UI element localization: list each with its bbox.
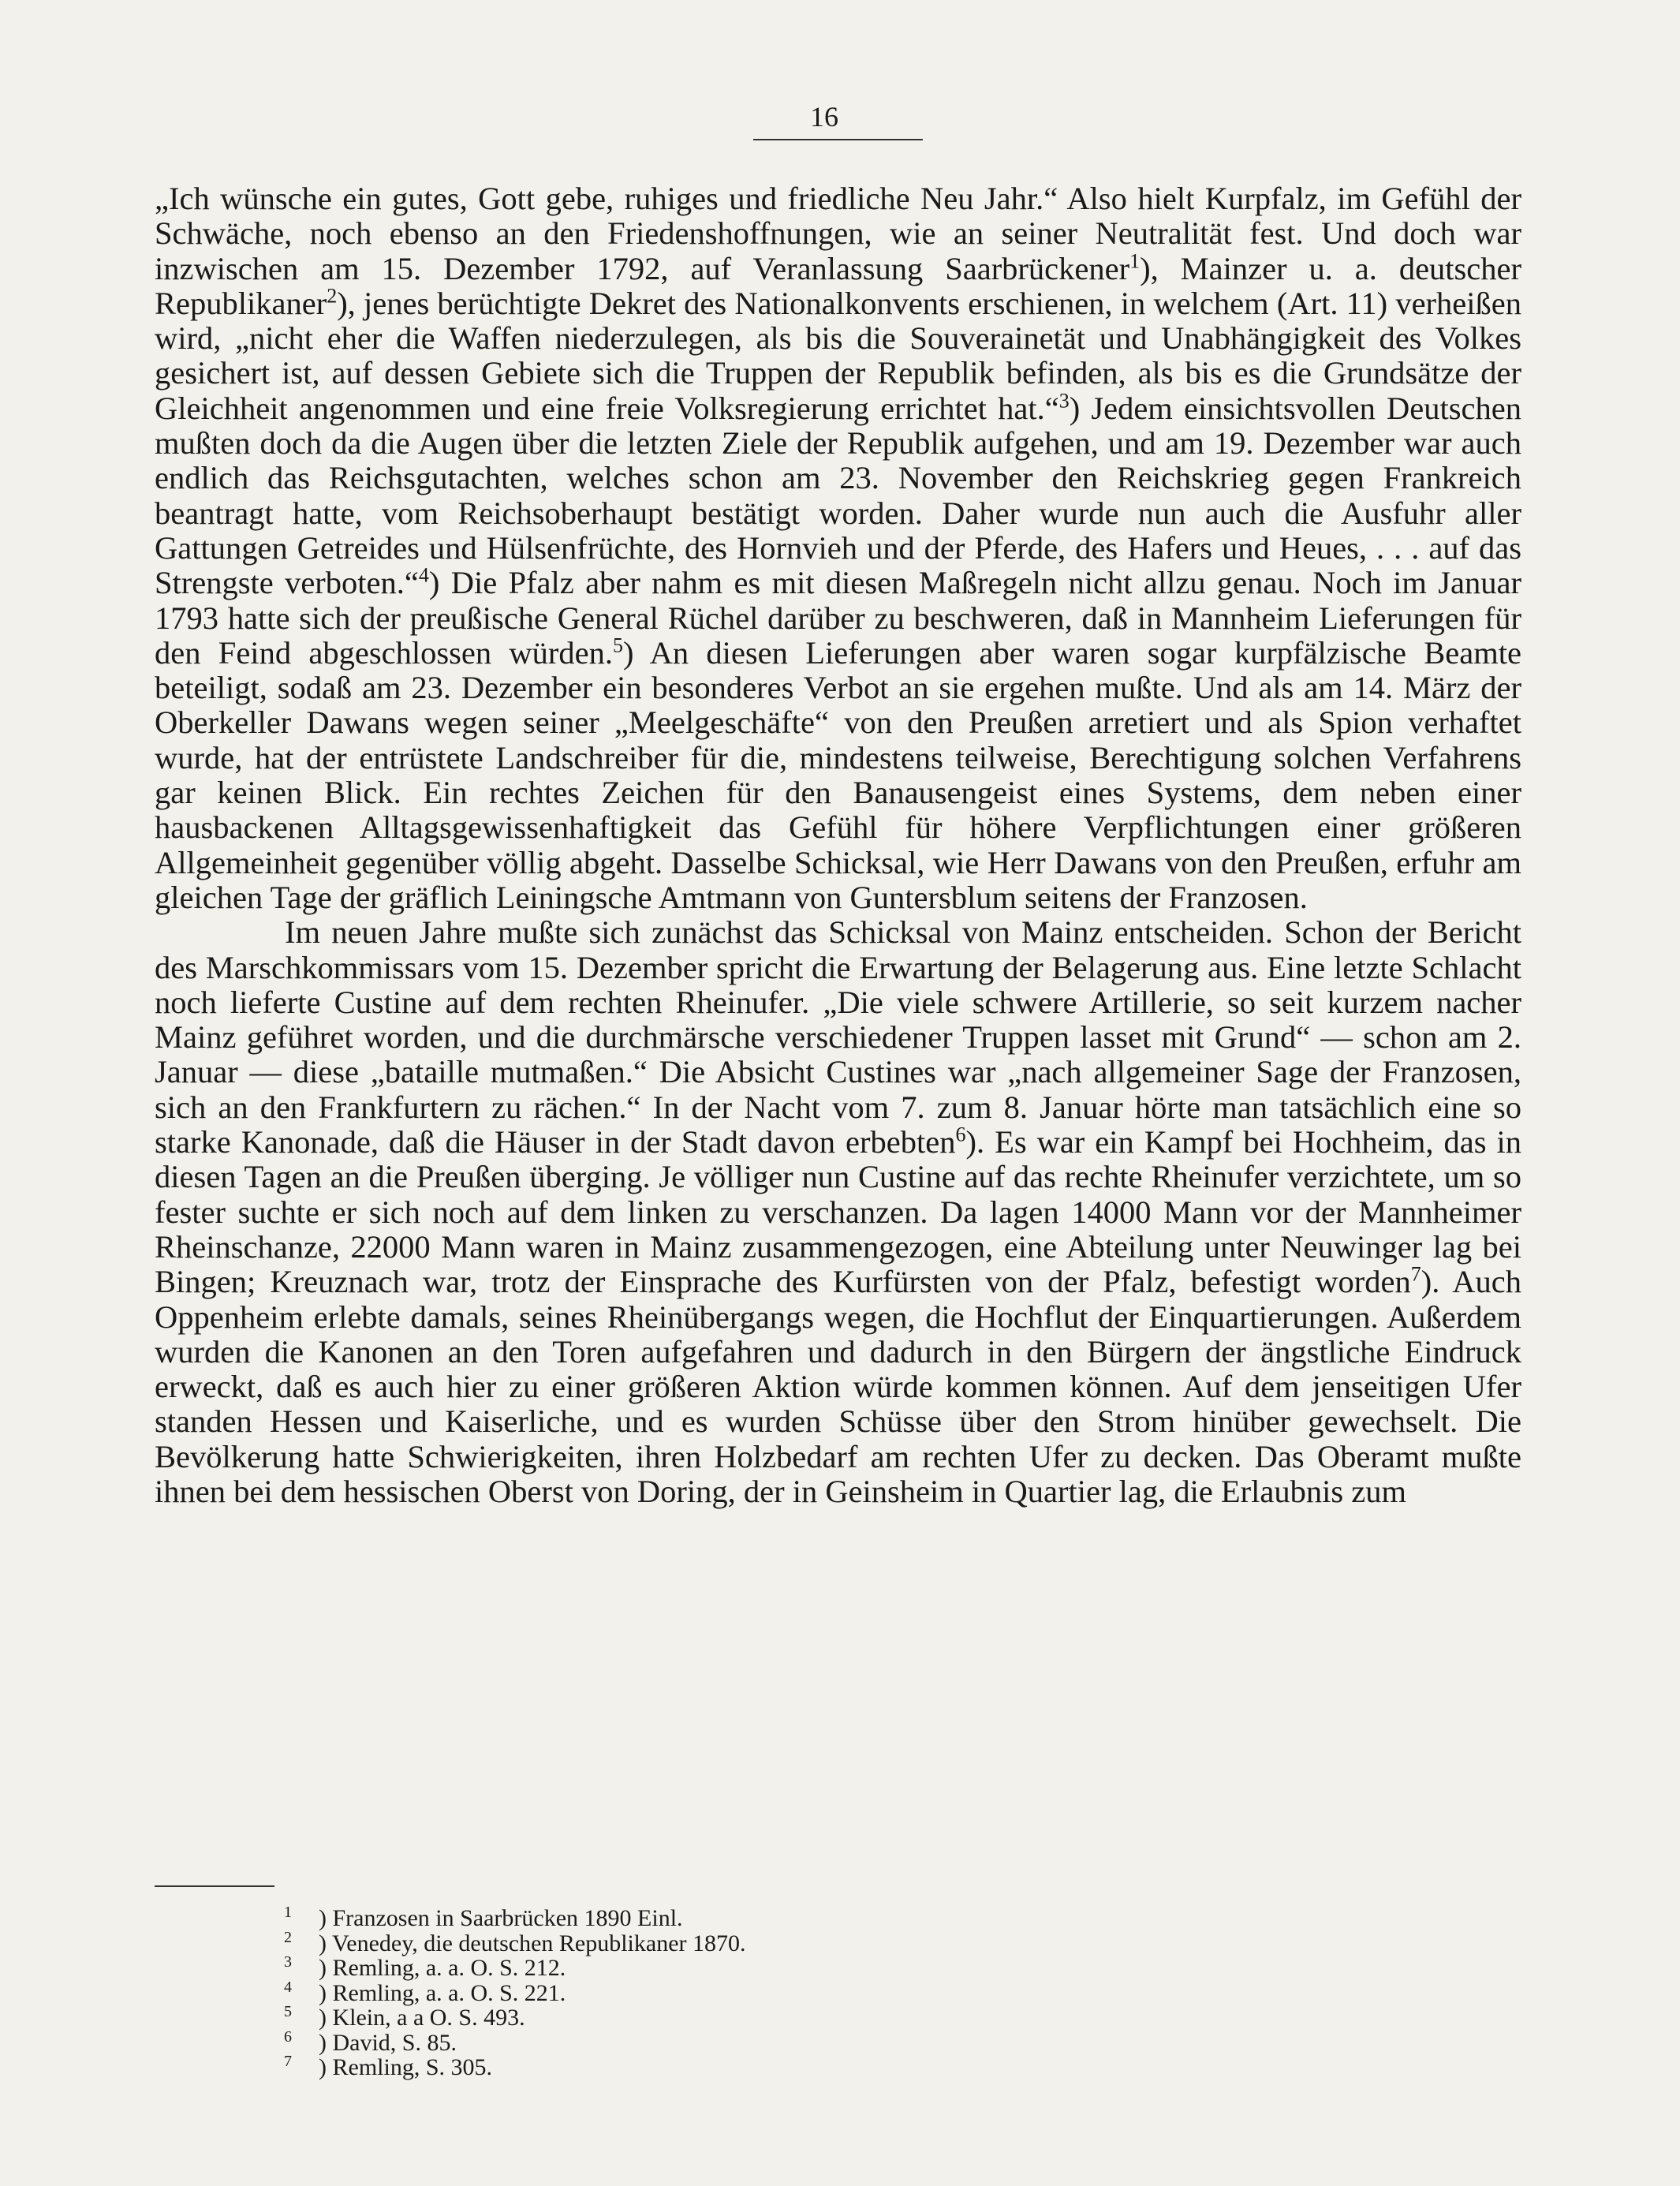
footnote-mark	[284, 1928, 319, 1956]
footnote-mark	[284, 1953, 319, 1981]
text-run: „Ich wünsche ein gutes, Gott gebe, ruhiges und friedliche Neu Jahr.“ Also hielt Kurpfalz, im Gefühl der Schwäche, noch ebenso an den Friedenshoffnungen, wie an seiner Neutralität fest. Und doch war inzwischen am 15. Dezember 1792, auf Veranlassung Saarbrückener	[155, 181, 1521, 286]
footnote-text: ) Venedey, die deutschen Republikaner 1870.	[319, 1930, 746, 1956]
footnote-text: ) Franzosen in Saarbrücken 1890 Einl.	[319, 1905, 683, 1931]
footnote-mark	[284, 2027, 319, 2056]
page-number: 16	[810, 101, 838, 133]
paragraph	[155, 181, 1521, 915]
footnote-mark	[284, 1906, 319, 1931]
footnote-reference: 2	[327, 284, 338, 308]
text-run: ). Es war ein Kampf bei Hochheim, das in diesen Tagen an die Preußen überging. Je völliger nun Custine auf das rechte Rheinufer verzichtete, um so fester suchte er sich noch auf dem linken zu verschanzen. Da lagen 14000 Mann vor der Mannheimer Rheinschanze, 22000 Mann waren in Mainz zusammengezogen, eine Abteilung unter Neuwinger lag bei Bingen; Kreuznach war, trotz der Einsprache des Kurfürsten von der Pfalz, befestigt worden	[155, 1124, 1522, 1300]
text-run: ) Die Pfalz aber nahm es mit diesen Maßregeln nicht allzu genau. Noch im Januar 1793 hatte sich der preußische General Rüchel darüber zu beschweren, daß in Mannheim Lieferungen für den Feind abgeschlossen würden.	[155, 565, 1521, 671]
footnote	[284, 2005, 1309, 2031]
paragraph	[155, 915, 1521, 1509]
footnote-number: 5	[284, 2003, 292, 2020]
footnote	[284, 1928, 1309, 1956]
footnote-reference: 7	[1410, 1262, 1421, 1286]
footnote-text: ) Remling, S. 305.	[319, 2054, 493, 2080]
footnote-reference: 4	[418, 563, 429, 587]
footnote-mark	[284, 2005, 319, 2031]
footnote-reference: 5	[613, 633, 624, 657]
footnote-rule	[155, 1885, 274, 1887]
text-run: ) Jedem einsichtsvollen Deutschen mußten doch da die Augen über die letzten Ziele der Republik aufgehen, und am 19. Dezember war auch endlich das Reichsgutachten, welches schon am 23. November den Reichskrieg gegen Frankreich beantragt hatte, vom Reichsoberhaupt bestätigt worden. Daher wurde nun auch die Ausfuhr aller Gattungen Getreides und Hülsenfrüchte, des Hornvieh und der Pferde, des Hafers und Heues, . . . auf das Strengste verboten.“	[155, 390, 1521, 601]
text-run: ) An diesen Lieferungen aber waren sogar kurpfälzische Beamte beteiligt, sodaß am 23. Dezember ein besonderes Verbot an sie ergehen mußte. Und als am 14. März der Oberkeller Dawans wegen seiner „Meelgeschäfte“ von den Preußen arretiert und als Spion verhaftet wurde, hat der entrüstete Landschreiber für die, mindestens teilweise, Berechtigung solchen Verfahrens gar keinen Blick. Ein rechtes Zeichen für den Banausengeist eines Systems, dem neben einer hausbackenen Alltagsgewissenhaftigkeit das Gefühl für höhere Verpflichtungen einer größeren Allgemeinheit gegenüber völlig abgeht. Dasselbe Schicksal, wie Herr Dawans von den Preußen, erfuhr am gleichen Tage der gräflich Leiningsche Amtmann von Guntersblum seitens der Franzosen.	[155, 634, 1521, 915]
footnote	[284, 1978, 1309, 2006]
footnote-number: 1	[284, 1904, 292, 1921]
footnote-mark	[284, 1978, 319, 2006]
footnote-text: ) Remling, a. a. O. S. 212.	[319, 1955, 566, 1981]
footnote	[284, 1906, 1309, 1931]
footnote-number: 6	[284, 2027, 292, 2046]
text-run: ), jenes berüchtigte Dekret des Nationalkonvents erschienen, in welchem (Art. 11) verheißen wird, „nicht eher die Waffen niederzulegen, als bis die Souverainetät und Unabhängigkeit des Volkes gesichert ist, auf dessen Gebiete sich die Truppen der Republik befinden, als bis es die Grundsätze der Gleichheit angenommen und eine freie Volksregierung errichtet hat.“	[155, 285, 1521, 426]
footnote-number: 4	[284, 1978, 292, 1996]
footnotes	[284, 1906, 1309, 2080]
footnote-reference: 6	[955, 1123, 966, 1146]
header-rule	[753, 139, 923, 140]
text-run: ). Auch Oppenheim erlebte damals, seines Rheinübergangs wegen, die Hochflut der Einquartierungen. Außerdem wurden die Kanonen an den Toren aufgefahren und dadurch in den Bürgern der ängstliche Eindruck erweckt, daß es auch hier zu einer größeren Aktion würde kommen können. Auf dem jenseitigen Ufer standen Hessen und Kaiserliche, und es wurden Schüsse über den Strom hinüber gewechselt. Die Bevölkerung hatte Schwierigkeiten, ihren Holzbedarf am rechten Ufer zu decken. Das Oberamt mußte ihnen bei dem hessischen Oberst von Doring, der in Geinsheim in Quartier lag, die Erlaubnis zum	[155, 1264, 1521, 1509]
footnote	[284, 2027, 1309, 2056]
footnote-reference: 1	[1129, 249, 1141, 273]
footnote-text: ) Remling, a. a. O. S. 221.	[319, 1979, 566, 2006]
footnote-mark	[284, 2055, 319, 2080]
footnote-reference: 3	[1058, 389, 1070, 413]
footnote-text: ) Klein, a a O. S. 493.	[319, 2005, 525, 2031]
footnote-number: 3	[284, 1953, 292, 1971]
footnote-number: 2	[284, 1928, 292, 1946]
body-text	[155, 181, 1521, 1509]
footnote-number: 7	[284, 2053, 292, 2070]
text-run: ), Mainzer u. a. deutscher Republikaner	[155, 250, 1521, 321]
footnote-text: ) David, S. 85.	[319, 2029, 457, 2056]
footnote	[284, 2055, 1309, 2080]
text-run: Im neuen Jahre mußte sich zunächst das Schicksal von Mainz entscheiden. Schon der Bericht des Marschkommissars vom 15. Dezember spricht die Erwartung der Belagerung aus. Eine letzte Schlacht noch lieferte Custine auf dem rechten Rheinufer. „Die viele schwere Artillerie, so seit kurzem nacher Mainz geführet worden, und die durchmärsche verschiedener Truppen lasset mit Grund“ — schon am 2. Januar — diese „bataille mutmaßen.“ Die Absicht Custines war „nach allgemeiner Sage der Franzosen, sich an den Frankfurtern zu rächen.“ In der Nacht vom 7. zum 8. Januar hörte man tatsächlich eine so starke Kanonade, daß die Häuser in der Stadt davon erbebten	[155, 914, 1521, 1160]
footnote	[284, 1953, 1309, 1981]
